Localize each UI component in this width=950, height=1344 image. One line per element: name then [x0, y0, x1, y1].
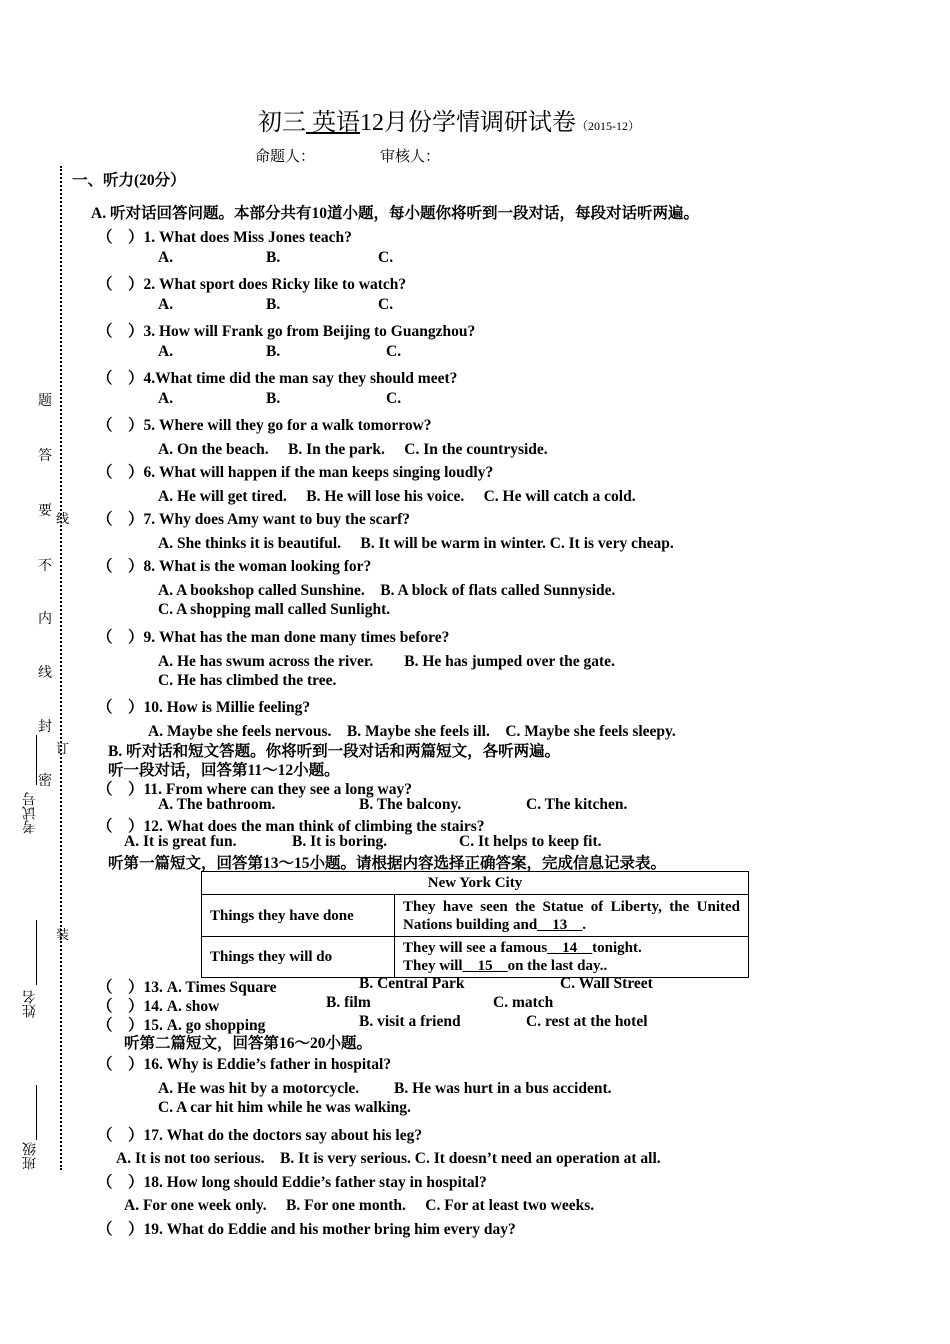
- q9-options-ab: A. He has swum across the river. B. He has jumped over the gate.: [158, 653, 615, 670]
- q1-option-b[interactable]: B.: [266, 249, 281, 266]
- title-grade: 初三: [258, 110, 306, 136]
- question-6: （ ）6. What will happen if the man keeps singing loudly?: [97, 464, 494, 481]
- question-4: （ ）4.What time did the man say they should meet?: [97, 370, 458, 387]
- q6-options: A. He will get tired. B. He will lose his voice. C. He will catch a cold.: [158, 488, 636, 505]
- question-15: （ ）15. A. go shopping: [97, 1017, 266, 1034]
- q12-option-a: A. It is great fun.: [124, 833, 237, 850]
- section-heading: 一、听力(20分）: [72, 172, 186, 189]
- margin-char-1: 题: [38, 394, 52, 409]
- q5-options: A. On the beach. B. In the park. C. In the countryside.: [158, 441, 548, 458]
- q1-option-a[interactable]: A.: [158, 249, 174, 266]
- question-12: （ ）12. What does the man think of climbing the stairs?: [97, 818, 485, 835]
- q8-option-c: C. A shopping mall called Sunlight.: [158, 601, 391, 618]
- q2-option-b[interactable]: B.: [266, 296, 281, 313]
- q4-option-b[interactable]: B.: [266, 390, 281, 407]
- q11-option-a: A. The bathroom.: [158, 796, 276, 813]
- q3-option-b[interactable]: B.: [266, 343, 281, 360]
- name-line: [36, 920, 37, 985]
- q15-option-c: C. rest at the hotel: [526, 1013, 648, 1030]
- dialog-intro: 听一段对话，回答第11～12小题。: [108, 762, 340, 779]
- q3-option-a[interactable]: A.: [158, 343, 174, 360]
- q13-option-c: C. Wall Street: [560, 975, 653, 992]
- q15-option-b: B. visit a friend: [359, 1013, 461, 1030]
- question-8: （ ）8. What is the woman looking for?: [97, 558, 372, 575]
- seal-char-3: 装: [56, 927, 70, 942]
- binding-dotted-line: [60, 166, 62, 1170]
- q8-options-ab: A. A bookshop called Sunshine. B. A block of flats called Sunnyside.: [158, 582, 616, 599]
- exam-no-label: 考试号: [23, 792, 38, 834]
- question-5: （ ）5. Where will they go for a walk tomorrow?: [97, 417, 432, 434]
- info-record-table: [201, 871, 749, 978]
- q12-option-c: C. It helps to keep fit.: [459, 833, 602, 850]
- q3-option-c[interactable]: C.: [386, 343, 402, 360]
- blank-13[interactable]: __13__: [537, 916, 583, 933]
- reviewer-label: 审核人：: [380, 149, 441, 165]
- blank-15[interactable]: __15__: [462, 958, 508, 974]
- question-11: （ ）11. From where can they see a long way?: [97, 781, 412, 798]
- table-title: New York City: [202, 872, 749, 895]
- question-14: （ ）14. A. show: [97, 998, 220, 1015]
- page-title: [258, 102, 640, 137]
- q18-options: A. For one week only. B. For one month. C. For at least two weeks.: [124, 1197, 595, 1214]
- question-3: （ ）3. How will Frank go from Beijing to Guangzhou?: [97, 323, 476, 340]
- name-label: 姓名: [23, 990, 38, 1018]
- table-row1-label: Things they have done: [202, 895, 395, 937]
- passage1-intro: 听第一篇短文，回答第13～15小题。请根据内容选择正确答案，完成信息记录表。: [108, 855, 667, 872]
- q14-option-b: B. film: [326, 994, 371, 1011]
- margin-char-7: 封: [38, 720, 52, 735]
- q17-options: A. It is not too serious. B. It is very serious. C. It doesn’t need an operation at all.: [116, 1150, 661, 1167]
- question-10: （ ）10. How is Millie feeling?: [97, 699, 311, 716]
- blank-14[interactable]: __14__: [547, 940, 593, 956]
- q4-option-a[interactable]: A.: [158, 390, 174, 407]
- setter-label: 命题人：: [255, 149, 316, 165]
- question-17: （ ）17. What do the doctors say about his leg?: [97, 1127, 423, 1144]
- title-subject: 英语: [306, 110, 360, 136]
- question-16: （ ）16. Why is Eddie’s father in hospital?: [97, 1056, 392, 1073]
- table-row2-label: Things they will do: [202, 937, 395, 978]
- margin-char-2: 答: [38, 449, 52, 464]
- margin-char-3: 要: [38, 504, 52, 519]
- question-13: （ ）13. A. Times Square: [97, 979, 277, 996]
- q10-options: A. Maybe she feels nervous. B. Maybe she feels ill. C. Maybe she feels sleepy.: [148, 723, 676, 740]
- q13-option-b: B. Central Park: [359, 975, 465, 992]
- q11-option-b: B. The balcony.: [359, 796, 462, 813]
- q4-option-c[interactable]: C.: [386, 390, 402, 407]
- margin-char-5: 内: [38, 612, 52, 627]
- table-row1-text: They have seen the Statue of Liberty, the United Nations building and__13__.: [395, 895, 749, 937]
- q12-option-b: B. It is boring.: [292, 833, 388, 850]
- q16-options-ab: A. He was hit by a motorcycle. B. He was hurt in a bus accident.: [158, 1080, 612, 1097]
- q7-options: A. She thinks it is beautiful. B. It will be warm in winter. C. It is very cheap.: [158, 535, 674, 552]
- margin-char-4: 不: [38, 559, 52, 574]
- q14-option-c: C. match: [493, 994, 554, 1011]
- part-a-intro: A. 听对话回答问题。本部分共有10道小题，每小题你将听到一段对话，每段对话听两遍。: [91, 205, 699, 222]
- question-7: （ ）7. Why does Amy want to buy the scarf?: [97, 511, 411, 528]
- class-label: 班级: [23, 1142, 38, 1170]
- q11-option-c: C. The kitchen.: [526, 796, 628, 813]
- margin-char-8: 密: [38, 774, 52, 789]
- q9-option-c: C. He has climbed the tree.: [158, 672, 337, 689]
- seal-char-2: 订: [56, 741, 70, 756]
- passage2-intro: 听第二篇短文，回答第16～20小题。: [124, 1035, 373, 1052]
- seal-char-1: 线: [56, 511, 70, 526]
- question-18: （ ）18. How long should Eddie’s father stay in hospital?: [97, 1174, 487, 1191]
- exam-no-line: [36, 735, 37, 785]
- title-main: 12月份学情调研试卷: [360, 110, 576, 136]
- question-9: （ ）9. What has the man done many times before?: [97, 629, 450, 646]
- q1-option-c[interactable]: C.: [378, 249, 394, 266]
- table-row2-text: They will see a famous__14__tonight. They will__15__on the last day..: [395, 937, 749, 978]
- margin-char-6: 线: [38, 666, 52, 681]
- question-19: （ ）19. What do Eddie and his mother bring him every day?: [97, 1221, 516, 1238]
- part-b-intro: B. 听对话和短文答题。你将听到一段对话和两篇短文，各听两遍。: [108, 743, 561, 760]
- q2-option-a[interactable]: A.: [158, 296, 174, 313]
- q16-option-c: C. A car hit him while he was walking.: [158, 1099, 411, 1116]
- q2-option-c[interactable]: C.: [378, 296, 394, 313]
- class-line: [36, 1085, 37, 1140]
- question-2: （ ）2. What sport does Ricky like to watch?: [97, 276, 407, 293]
- question-1: （ ）1. What does Miss Jones teach?: [97, 229, 352, 246]
- title-date: （2015-12）: [576, 119, 640, 133]
